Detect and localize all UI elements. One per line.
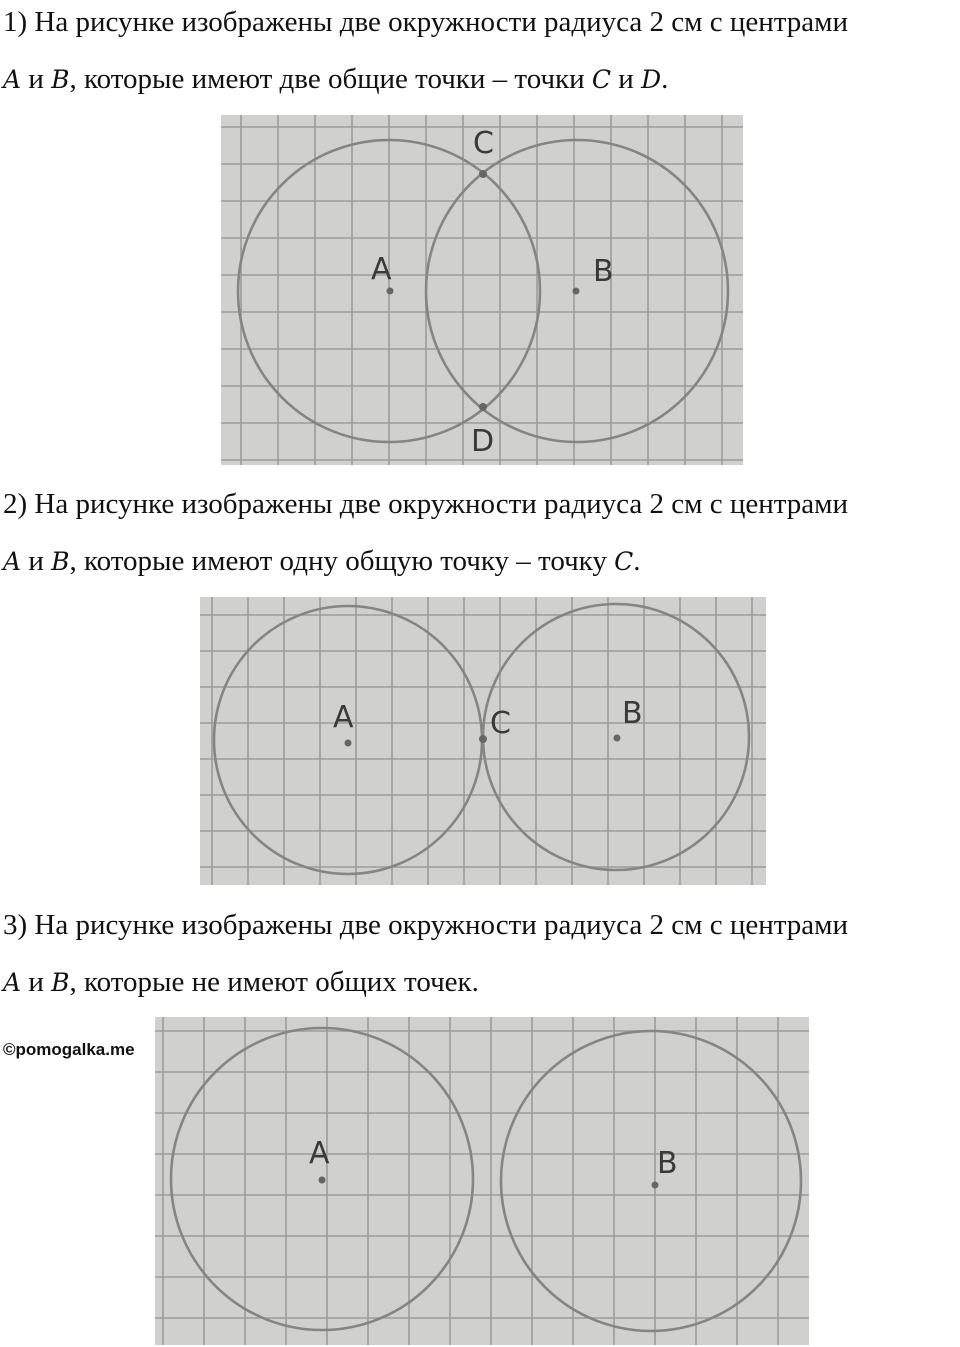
point-d: [479, 403, 487, 411]
problem-3-text: [3, 897, 958, 1011]
problem-1-line-1: 1) На рисунке изображены две окружности радиуса 2 см с центрами: [3, 6, 849, 38]
problem-2-line-1: 2) На рисунке изображены две окружности радиуса 2 см с центрами: [3, 488, 849, 520]
grid: [155, 1017, 809, 1345]
watermark: ©pomogalka.me: [3, 1040, 135, 1059]
figure-3-separate-circles: [155, 1017, 809, 1345]
label-a: A: [333, 700, 354, 735]
figure-2-tangent-circles: [200, 597, 766, 885]
point-c: [479, 170, 487, 178]
figure-1-drawing: [221, 115, 743, 465]
label-a: A: [309, 1136, 330, 1171]
point-b-symbol: B: [51, 547, 70, 576]
conjunction: и: [21, 966, 52, 998]
point-c: [479, 735, 487, 743]
period: .: [633, 545, 641, 577]
point-a-symbol: A: [3, 547, 22, 576]
center-a-point: [387, 288, 394, 295]
figure-3-drawing: [155, 1017, 809, 1345]
problem-3-line-2: [3, 954, 958, 1011]
period: .: [661, 63, 669, 95]
point-a-symbol: A: [3, 968, 22, 997]
point-b-symbol: B: [51, 968, 70, 997]
center-b-point: [652, 1182, 659, 1189]
conjunction: и: [611, 63, 642, 95]
problem-2-text: [3, 476, 958, 590]
label-c: C: [473, 126, 494, 161]
problem-3-line-1: 3) На рисунке изображены две окружности радиуса 2 см с центрами: [3, 909, 849, 941]
center-b-point: [614, 735, 621, 742]
circle-b: [501, 1031, 801, 1331]
statement: , которые не имеют общих точек.: [69, 966, 479, 998]
problem-1-text: [3, 0, 958, 108]
label-a: A: [371, 252, 392, 287]
figure-1-intersecting-circles: [221, 115, 743, 465]
label-b: B: [622, 696, 643, 731]
statement: , которые имеют две общие точки – точки: [69, 63, 592, 95]
center-a-point: [319, 1177, 326, 1184]
point-a-symbol: A: [3, 65, 22, 94]
conjunction: и: [21, 545, 52, 577]
figure-2-drawing: [200, 597, 766, 885]
problem-1-line-2: [3, 51, 958, 108]
label-b: B: [657, 1146, 678, 1181]
center-b-point: [573, 288, 580, 295]
point-c-symbol: C: [591, 65, 612, 94]
point-d-symbol: D: [641, 65, 662, 94]
label-d: D: [471, 424, 495, 459]
center-a-point: [345, 740, 352, 747]
label-c: C: [490, 706, 511, 741]
label-b: B: [593, 254, 614, 289]
statement: , которые имеют одну общую точку – точку: [69, 545, 615, 577]
point-c-symbol: C: [614, 547, 634, 576]
point-b-symbol: B: [51, 65, 70, 94]
conjunction: и: [21, 63, 52, 95]
problem-2-line-2: [3, 533, 958, 590]
